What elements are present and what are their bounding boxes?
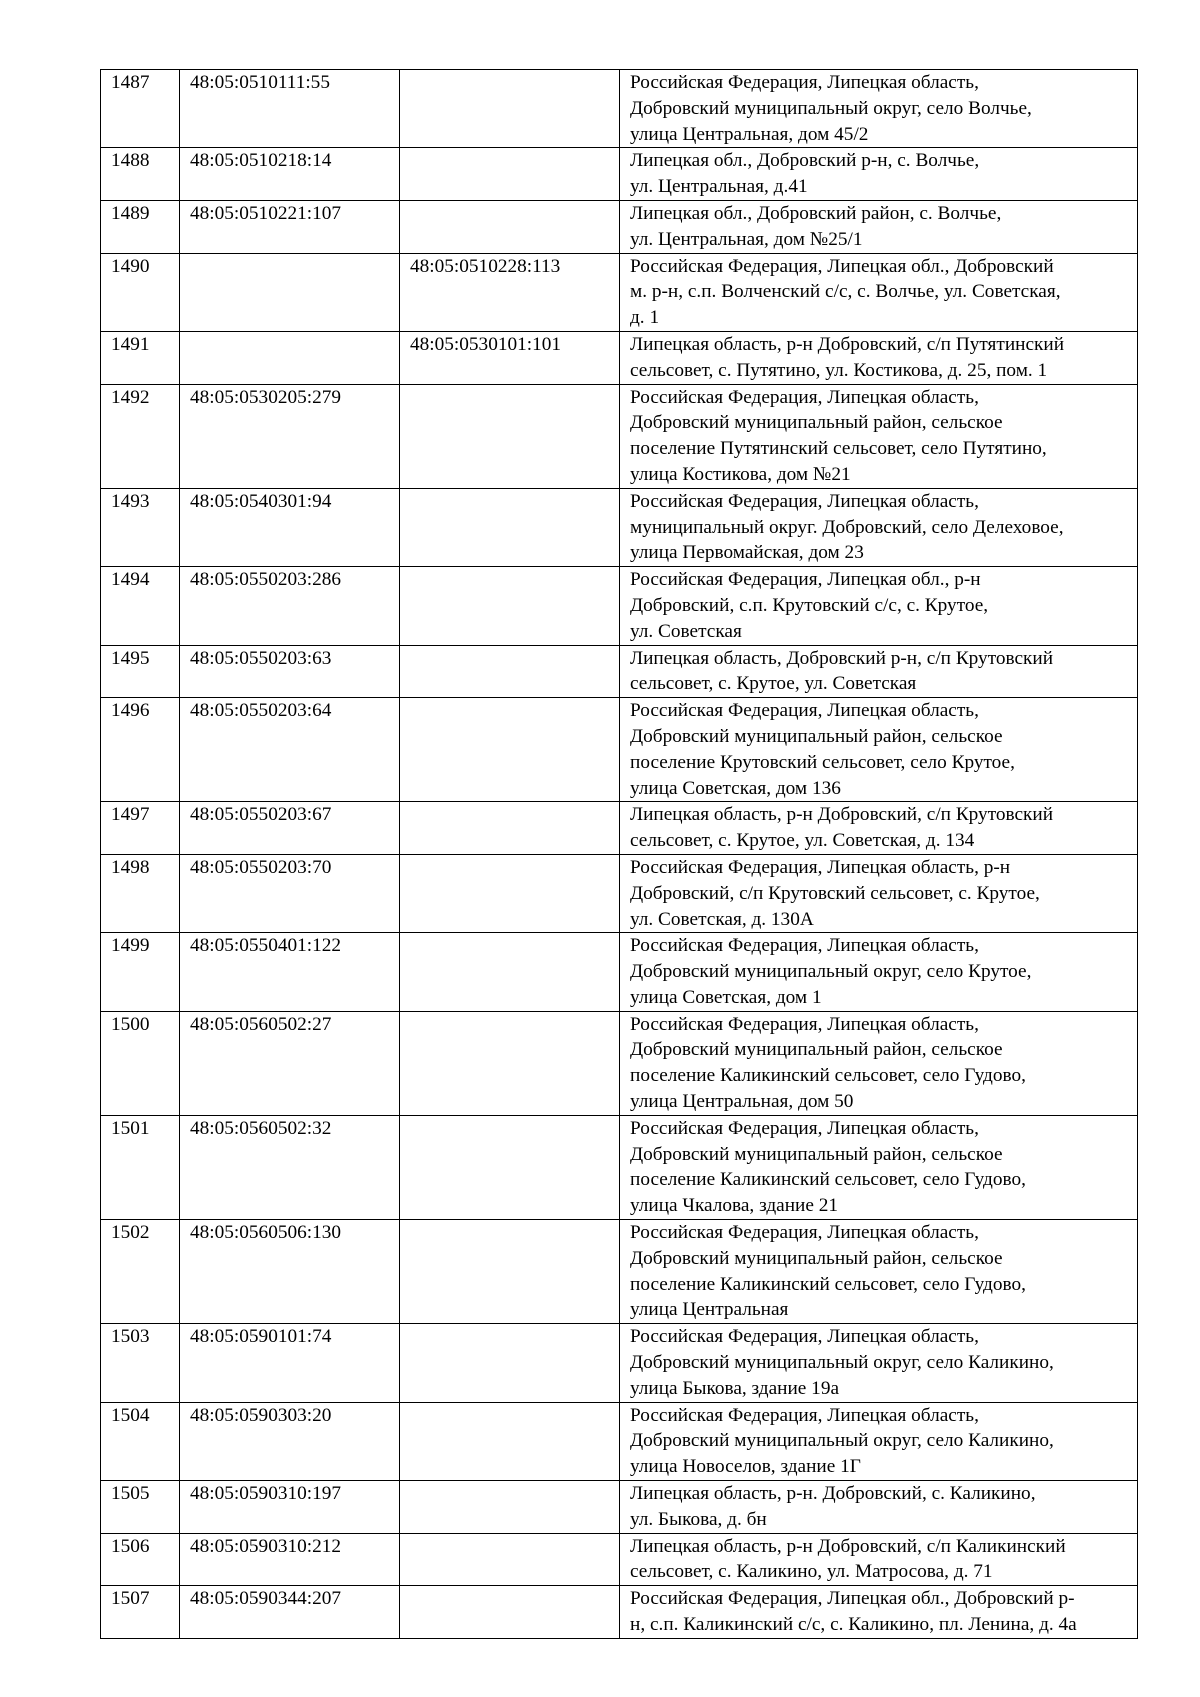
table-row [101, 148, 1138, 201]
premises-cadastral-number-cell [400, 70, 620, 148]
premises-cadastral-number-cell [400, 1011, 620, 1115]
premises-cadastral-number-cell [400, 1533, 620, 1586]
address-line: поселение Каликинский сельсовет, село Гудово, [630, 1273, 1026, 1295]
address-line: улица Центральная, дом 50 [630, 1091, 854, 1113]
row-number-cell: 1487 [101, 70, 180, 148]
address-line: д. 1 [630, 307, 660, 329]
registry-table [100, 69, 1138, 1639]
cadastral-number-cell [180, 253, 400, 331]
address-line: ул. Советская, д. 130А [630, 908, 814, 930]
address-line: Липецкая обл., Добровский р-н, с. Волчье, [630, 150, 980, 172]
cadastral-number-cell: 48:05:0550203:64 [180, 698, 400, 802]
cadastral-number-cell: 48:05:0590344:207 [180, 1586, 400, 1639]
premises-cadastral-number-cell: 48:05:0530101:101 [400, 331, 620, 384]
address-cell [620, 1324, 1138, 1402]
address-line: Добровский муниципальный район, сельское [630, 1143, 1003, 1165]
row-number-cell: 1490 [101, 253, 180, 331]
address-line: улица Новоселов, здание 1Г [630, 1456, 861, 1478]
address-cell [620, 1533, 1138, 1586]
address-line: Добровский муниципальный район, сельское [630, 725, 1003, 747]
table-row [101, 933, 1138, 1011]
address-line: Российская Федерация, Липецкая область, [630, 935, 979, 957]
address-line: ул. Советская [630, 620, 742, 642]
cadastral-number-cell: 48:05:0560506:130 [180, 1220, 400, 1324]
address-line: Российская Федерация, Липецкая обл., р-н [630, 569, 981, 591]
cadastral-number-cell: 48:05:0560502:32 [180, 1115, 400, 1219]
address-line: Добровский муниципальный округ, село Каликино, [630, 1430, 1054, 1452]
row-number-cell: 1493 [101, 488, 180, 566]
address-line: Добровский, с.п. Крутовский с/с, с. Крутое, [630, 594, 989, 616]
cadastral-number-cell: 48:05:0550401:122 [180, 933, 400, 1011]
address-line: поселение Каликинский сельсовет, село Гудово, [630, 1065, 1026, 1087]
premises-cadastral-number-cell: 48:05:0510228:113 [400, 253, 620, 331]
table-row [101, 1011, 1138, 1115]
table-row [101, 1533, 1138, 1586]
row-number-cell: 1492 [101, 384, 180, 488]
table-row [101, 1402, 1138, 1480]
address-line: улица Центральная, дом 45/2 [630, 123, 869, 145]
cadastral-number-cell: 48:05:0540301:94 [180, 488, 400, 566]
address-cell [620, 384, 1138, 488]
table-row [101, 70, 1138, 148]
address-cell [620, 331, 1138, 384]
address-cell [620, 567, 1138, 645]
row-number-cell: 1501 [101, 1115, 180, 1219]
premises-cadastral-number-cell [400, 148, 620, 201]
row-number-cell: 1491 [101, 331, 180, 384]
premises-cadastral-number-cell [400, 384, 620, 488]
premises-cadastral-number-cell [400, 802, 620, 855]
row-number-cell: 1488 [101, 148, 180, 201]
premises-cadastral-number-cell [400, 488, 620, 566]
table-row [101, 1481, 1138, 1534]
address-line: Российская Федерация, Липецкая область, [630, 1117, 979, 1139]
address-line: муниципальный округ. Добровский, село Делеховое, [630, 516, 1064, 538]
address-line: Добровский муниципальный округ, село Крутое, [630, 961, 1032, 983]
address-line: Липецкая область, р-н. Добровский, с. Каликино, [630, 1483, 1036, 1505]
cadastral-number-cell: 48:05:0510218:14 [180, 148, 400, 201]
address-line: сельсовет, с. Крутое, ул. Советская [630, 673, 917, 695]
address-cell [620, 854, 1138, 932]
row-number-cell: 1498 [101, 854, 180, 932]
premises-cadastral-number-cell [400, 1220, 620, 1324]
address-line: Российская Федерация, Липецкая обл., Добровский р- [630, 1588, 1075, 1610]
premises-cadastral-number-cell [400, 698, 620, 802]
row-number-cell: 1506 [101, 1533, 180, 1586]
cadastral-number-cell: 48:05:0550203:70 [180, 854, 400, 932]
address-line: сельсовет, с. Крутое, ул. Советская, д. 134 [630, 830, 975, 852]
table-row [101, 200, 1138, 253]
address-line: Добровский муниципальный район, сельское [630, 412, 1003, 434]
address-line: Добровский муниципальный район, сельское [630, 1039, 1003, 1061]
cadastral-number-cell: 48:05:0590310:197 [180, 1481, 400, 1534]
table-row [101, 1586, 1138, 1639]
address-line: улица Советская, дом 1 [630, 986, 822, 1008]
address-cell [620, 70, 1138, 148]
premises-cadastral-number-cell [400, 854, 620, 932]
table-row [101, 331, 1138, 384]
address-line: Добровский муниципальный район, сельское [630, 1247, 1003, 1269]
address-line: ул. Центральная, д.41 [630, 176, 808, 198]
address-line: Добровский, с/п Крутовский сельсовет, с. Крутое, [630, 882, 1040, 904]
address-line: Липецкая область, р-н Добровский, с/п Каликинский [630, 1535, 1066, 1557]
cadastral-number-cell [180, 331, 400, 384]
premises-cadastral-number-cell [400, 645, 620, 698]
table-row [101, 384, 1138, 488]
row-number-cell: 1499 [101, 933, 180, 1011]
address-line: поселение Крутовский сельсовет, село Крутое, [630, 751, 1015, 773]
table-row [101, 698, 1138, 802]
premises-cadastral-number-cell [400, 1324, 620, 1402]
address-line: поселение Путятинский сельсовет, село Путятино, [630, 438, 1047, 460]
premises-cadastral-number-cell [400, 200, 620, 253]
address-line: Добровский муниципальный округ, село Волчье, [630, 97, 1032, 119]
address-cell [620, 802, 1138, 855]
address-cell [620, 1586, 1138, 1639]
premises-cadastral-number-cell [400, 1402, 620, 1480]
row-number-cell: 1496 [101, 698, 180, 802]
address-line: улица Быкова, здание 19а [630, 1377, 840, 1399]
cadastral-number-cell: 48:05:0560502:27 [180, 1011, 400, 1115]
address-line: Российская Федерация, Липецкая область, [630, 1222, 979, 1244]
address-cell [620, 200, 1138, 253]
address-line: поселение Каликинский сельсовет, село Гудово, [630, 1169, 1026, 1191]
address-line: м. р-н, с.п. Волченский с/с, с. Волчье, ул. Советская, [630, 281, 1061, 303]
table-row [101, 1220, 1138, 1324]
address-line: Российская Федерация, Липецкая область, [630, 72, 979, 93]
address-cell [620, 1220, 1138, 1324]
cadastral-number-cell: 48:05:0590101:74 [180, 1324, 400, 1402]
table-row [101, 253, 1138, 331]
address-line: Липецкая обл., Добровский район, с. Волчье, [630, 202, 1002, 224]
row-number-cell: 1497 [101, 802, 180, 855]
cadastral-number-cell: 48:05:0550203:67 [180, 802, 400, 855]
address-line: Российская Федерация, Липецкая область, [630, 700, 979, 722]
address-line: Российская Федерация, Липецкая обл., Добровский [630, 255, 1054, 277]
address-line: улица Чкалова, здание 21 [630, 1195, 839, 1217]
address-line: Российская Федерация, Липецкая область, р-н [630, 856, 1011, 878]
table-row [101, 802, 1138, 855]
row-number-cell: 1500 [101, 1011, 180, 1115]
address-cell [620, 253, 1138, 331]
table-row [101, 567, 1138, 645]
address-line: Российская Федерация, Липецкая область, [630, 490, 979, 512]
premises-cadastral-number-cell [400, 1481, 620, 1534]
premises-cadastral-number-cell [400, 1586, 620, 1639]
row-number-cell: 1507 [101, 1586, 180, 1639]
table-row [101, 854, 1138, 932]
address-line: Липецкая область, р-н Добровский, с/п Крутовский [630, 804, 1054, 826]
row-number-cell: 1505 [101, 1481, 180, 1534]
cadastral-number-cell: 48:05:0530205:279 [180, 384, 400, 488]
address-line: улица Первомайская, дом 23 [630, 542, 864, 564]
table-row [101, 1324, 1138, 1402]
address-line: ул. Быкова, д. бн [630, 1508, 767, 1530]
address-line: Российская Федерация, Липецкая область, [630, 1404, 979, 1426]
address-line: Российская Федерация, Липецкая область, [630, 1013, 979, 1035]
address-line: ул. Центральная, дом №25/1 [630, 228, 863, 250]
cadastral-number-cell: 48:05:0550203:63 [180, 645, 400, 698]
premises-cadastral-number-cell [400, 933, 620, 1011]
cadastral-number-cell: 48:05:0590310:212 [180, 1533, 400, 1586]
row-number-cell: 1495 [101, 645, 180, 698]
table-row [101, 645, 1138, 698]
cadastral-number-cell: 48:05:0550203:286 [180, 567, 400, 645]
address-cell [620, 1011, 1138, 1115]
address-line: Российская Федерация, Липецкая область, [630, 386, 979, 408]
address-cell [620, 645, 1138, 698]
cadastral-number-cell: 48:05:0510221:107 [180, 200, 400, 253]
address-cell [620, 1115, 1138, 1219]
registry-table-body [101, 70, 1138, 1639]
address-cell [620, 1402, 1138, 1480]
premises-cadastral-number-cell [400, 567, 620, 645]
row-number-cell: 1503 [101, 1324, 180, 1402]
address-cell [620, 1481, 1138, 1534]
address-line: сельсовет, с. Каликино, ул. Матросова, д. 71 [630, 1561, 993, 1583]
cadastral-number-cell: 48:05:0590303:20 [180, 1402, 400, 1480]
address-line: н, с.п. Каликинский с/с, с. Каликино, пл. Ленина, д. 4а [630, 1614, 1077, 1636]
address-line: Липецкая область, р-н Добровский, с/п Путятинский [630, 333, 1065, 355]
address-cell [620, 698, 1138, 802]
address-line: улица Центральная [630, 1299, 789, 1321]
address-line: улица Костикова, дом №21 [630, 463, 851, 485]
row-number-cell: 1494 [101, 567, 180, 645]
address-line: Российская Федерация, Липецкая область, [630, 1326, 979, 1348]
table-row [101, 488, 1138, 566]
address-line: Липецкая область, Добровский р-н, с/п Крутовский [630, 647, 1054, 669]
address-cell [620, 933, 1138, 1011]
address-cell [620, 148, 1138, 201]
address-line: улица Советская, дом 136 [630, 777, 841, 799]
address-line: Добровский муниципальный округ, село Каликино, [630, 1352, 1054, 1374]
row-number-cell: 1489 [101, 200, 180, 253]
address-cell [620, 488, 1138, 566]
table-row [101, 1115, 1138, 1219]
premises-cadastral-number-cell [400, 1115, 620, 1219]
address-line: сельсовет, с. Путятино, ул. Костикова, д. 25, пом. 1 [630, 359, 1048, 381]
row-number-cell: 1504 [101, 1402, 180, 1480]
row-number-cell: 1502 [101, 1220, 180, 1324]
cadastral-number-cell: 48:05:0510111:55 [180, 70, 400, 148]
